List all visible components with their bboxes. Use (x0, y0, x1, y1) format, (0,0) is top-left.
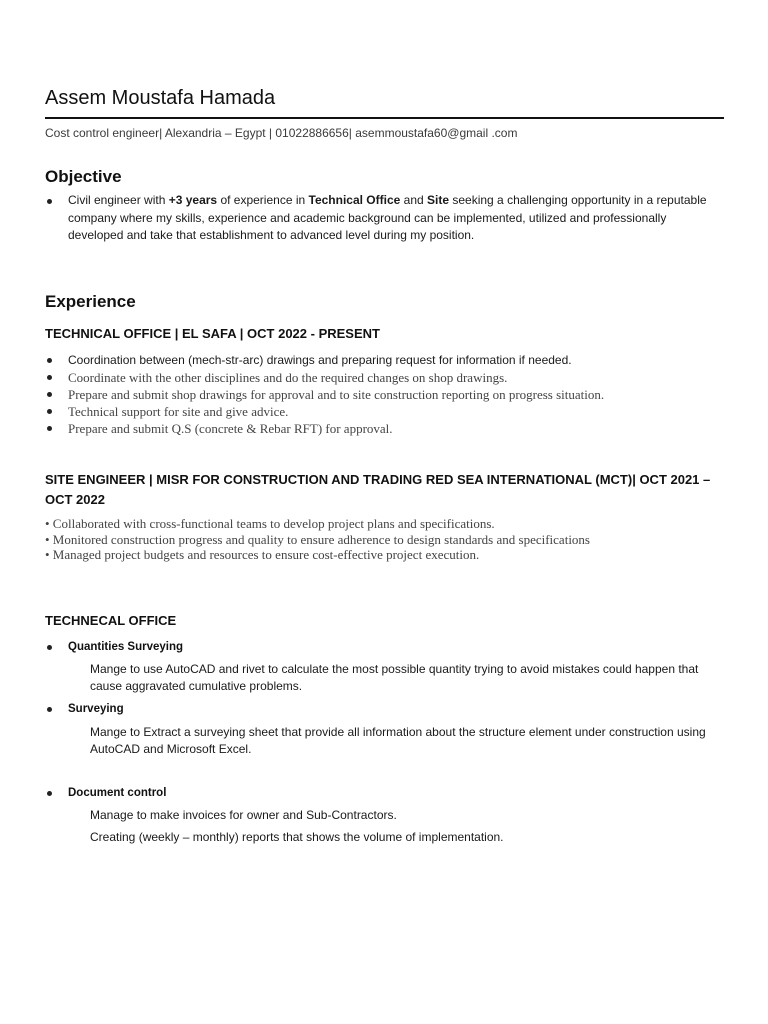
job-bullets-technical-office (45, 352, 725, 437)
bullet-icon (47, 409, 52, 414)
skill-detail-text: Creating (weekly – monthly) reports that shows the volume of implementation. (90, 829, 504, 844)
list-item: • Collaborated with cross-functional teams to develop project plans and specifications. (45, 516, 495, 531)
objective-site: Site (427, 193, 450, 207)
header-divider (45, 117, 724, 119)
job-title-site-engineer: SITE ENGINEER | MISR FOR CONSTRUCTION AND TRADING RED SEA INTERNATIONAL (MCT)| OCT 2021 – OCT 2022 (45, 472, 711, 507)
list-item-text: Prepare and submit Q.S (concrete & Rebar RFT) for approval. (68, 420, 393, 436)
bullet-icon (47, 645, 52, 650)
skill-details-document-control (90, 807, 724, 851)
contact-line: Cost control engineer| Alexandria – Egypt | 01022886656| asemmoustafa60@gmail .com (45, 126, 518, 140)
skill-details-quantities-surveying (90, 661, 724, 700)
objective-text-part: Civil engineer with (68, 193, 169, 207)
skill-detail-text: Mange to Extract a surveying sheet that provide all information about the structure element under construction using AutoCAD and Microsoft Excel. (90, 724, 706, 756)
objective-text-part: and (400, 193, 428, 207)
skill-detail-text: Mange to use AutoCAD and rivet to calculate the most possible quantity trying to avoid mistakes could happen that cause aggravated cumulative problems. (90, 661, 699, 693)
objective-text (68, 192, 724, 245)
candidate-name: Assem Moustafa Hamada (45, 87, 276, 109)
bullet-icon (47, 707, 52, 712)
objective-years: +3 years (168, 193, 218, 207)
list-item-text: Coordination between (mech-str-arc) drawings and preparing request for information if needed. (68, 352, 572, 367)
bullet-icon (47, 375, 52, 380)
job-bullets-site-engineer (45, 516, 725, 563)
list-item (45, 420, 725, 437)
skill-label-surveying: Surveying (68, 703, 124, 715)
bullet-icon (47, 791, 52, 796)
skill-detail-text: Manage to make invoices for owner and Sub-Contractors. (90, 807, 397, 822)
list-item: • Managed project budgets and resources to ensure cost-effective project execution. (45, 547, 480, 562)
objective-text-part: seeking a challenging opportunity in a reputable company where my skills, experience and academic background can be implemented, utilized and professionally developed and take that establishment to advanced level during my position. (68, 193, 707, 242)
objective-heading: Objective (45, 167, 122, 186)
list-item (45, 369, 725, 386)
bullet-icon (47, 199, 52, 204)
bullet-icon (47, 426, 52, 431)
skill-label-quantities-surveying: Quantities Surveying (68, 641, 184, 653)
list-item (45, 352, 725, 369)
job-title-technical-office: TECHNICAL OFFICE | EL SAFA | OCT 2022 - PRESENT (45, 326, 380, 341)
list-item (45, 403, 725, 420)
bullet-icon (47, 392, 52, 397)
technical-office-heading: TECHNECAL OFFICE (45, 613, 177, 628)
objective-technical-office: Technical Office (308, 193, 401, 207)
experience-heading: Experience (45, 292, 136, 311)
skill-label-document-control: Document control (68, 787, 167, 799)
bullet-icon (47, 358, 52, 363)
list-item (45, 386, 725, 403)
list-item-text: Prepare and submit shop drawings for approval and to site construction reporting on progress situation. (68, 386, 605, 402)
list-item-text: Coordinate with the other disciplines and do the required changes on shop drawings. (68, 369, 508, 385)
skill-details-surveying (90, 724, 724, 763)
list-item-text: Technical support for site and give advice. (68, 403, 289, 419)
objective-text-part: of experience in (217, 193, 309, 207)
list-item: • Monitored construction progress and quality to ensure adherence to design standards and specifications (45, 531, 590, 547)
